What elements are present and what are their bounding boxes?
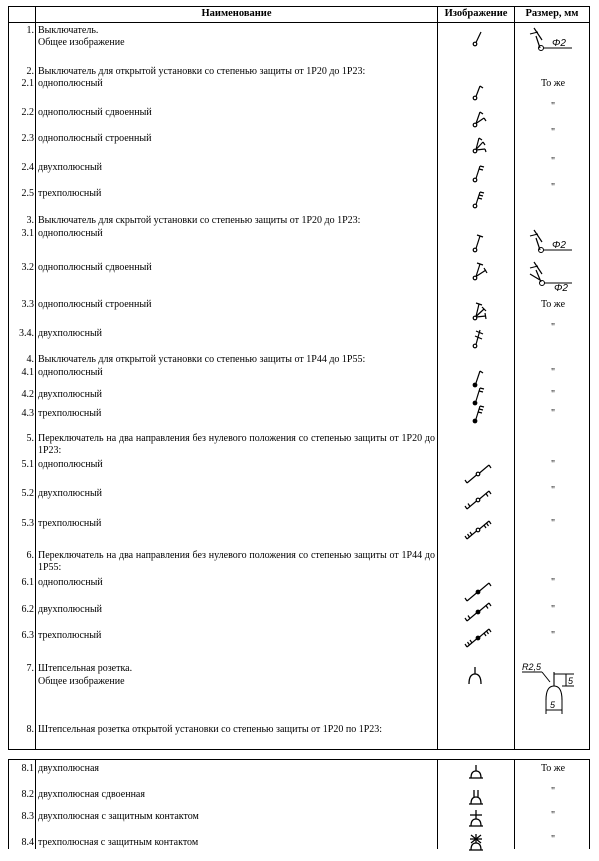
row-name: двухполюсная с защитным контактом (38, 811, 199, 822)
row-number: 8.4 (21, 837, 34, 848)
diameter-dimension-2 (528, 228, 578, 258)
switch-open-2p-icon (455, 160, 499, 186)
row-name: Выключатель. (38, 25, 99, 36)
row-number: 5.1 (21, 459, 34, 470)
row-size: То же (540, 763, 566, 774)
row-number: 3.2 (21, 262, 34, 273)
diameter-dimension-3 (528, 260, 578, 294)
row-name: однополюсный строенный (38, 299, 152, 310)
changeover-ip44-3p-icon (455, 624, 499, 650)
row-number: 5.2 (21, 488, 34, 499)
changeover-2p-icon (455, 486, 499, 512)
row-name: двухполюсный (38, 604, 103, 615)
continuation-top-border (8, 759, 590, 760)
row-size: " (550, 322, 556, 333)
switch-open-1p-icon (455, 80, 499, 106)
diameter-dimension-1 (528, 26, 578, 56)
row-name: двухполюсный (38, 488, 103, 499)
socket-2p-icon (455, 762, 499, 788)
row-number: 4.3 (21, 408, 34, 419)
row-number: 3.1 (21, 228, 34, 239)
row-size: " (550, 459, 556, 470)
changeover-3p-icon (455, 516, 499, 542)
row-number: 8.1 (21, 763, 34, 774)
row-number: 2.5 (21, 188, 34, 199)
row-name: однополюсный (38, 577, 103, 588)
row-number: 2.1 (21, 78, 34, 89)
row-name: однополюсный (38, 367, 103, 378)
row-number: 5.3 (21, 518, 34, 529)
row-number: 6.2 (21, 604, 34, 615)
row-number: 1. (26, 25, 34, 36)
row-number: 8. (26, 724, 34, 735)
row-number: 3.3 (21, 299, 34, 310)
switch-open-1p-dual-icon (455, 106, 499, 132)
row-number: 2. (26, 66, 34, 77)
row-number: 8.2 (21, 789, 34, 800)
row-size: То же (540, 78, 566, 89)
row-name: трехполюсный (38, 630, 102, 641)
row-name: трехполюсная с защитным контактом (38, 837, 199, 848)
row-size: " (550, 518, 556, 529)
dimension-b-label: 5 (550, 700, 556, 710)
row-name: двухполюсная сдвоенная (38, 789, 145, 800)
row-name: однополюсный строенный (38, 133, 152, 144)
socket-icon (455, 664, 499, 690)
row-size: " (550, 367, 556, 378)
switch-hidden-1p-triple-icon (455, 298, 499, 324)
row-size: " (550, 182, 556, 193)
row-name: однополюсный (38, 459, 103, 470)
row-size: " (550, 630, 556, 641)
row-number: 6.3 (21, 630, 34, 641)
row-number: 4.1 (21, 367, 34, 378)
row-size: " (550, 101, 556, 112)
switch-hidden-1p-dual-icon (455, 258, 499, 284)
image-column-border (514, 6, 515, 849)
socket-dimension (520, 660, 580, 720)
table-left-border (8, 6, 9, 849)
row-size: " (550, 389, 556, 400)
row-name: однополюсный (38, 78, 103, 89)
header-image: Изображение (444, 8, 508, 19)
switch-open-1p-triple-icon (455, 132, 499, 158)
row-name-line2: Общее изображение (38, 37, 125, 48)
row-size: То же (540, 299, 566, 310)
header-size: Размер, мм (525, 8, 579, 19)
row-name: Выключатель для скрытой установки со степенью защиты от 1P20 до 1P23: (38, 215, 361, 226)
row-name-line2: Общее изображение (38, 676, 125, 687)
changeover-ip44-2p-icon (455, 598, 499, 624)
row-name: Выключатель для открытой установки со степенью защиты от 1P20 до 1P23: (38, 66, 366, 77)
row-name: Штепсельная розетка открытой установки со степенью защиты от 1P20 по 1P23: (38, 724, 383, 735)
row-number: 4. (26, 354, 34, 365)
switch-hidden-2p-icon (455, 326, 499, 352)
row-number: 2.3 (21, 133, 34, 144)
row-number: 8.3 (21, 811, 34, 822)
row-size: " (550, 786, 556, 797)
row-name: Переключатель на два направления без нулевого положения со степенью защиты от 1P44 до 1P55: (38, 550, 435, 573)
row-name: трехполюсный (38, 518, 102, 529)
row-number: 6. (26, 550, 34, 561)
row-name: Штепсельная розетка. (38, 663, 133, 674)
row-name: однополюсный (38, 228, 103, 239)
row-name: однополюсный сдвоенный (38, 107, 152, 118)
row-size: " (550, 834, 556, 845)
switch-open-3p-icon (455, 186, 499, 212)
table-right-border (589, 6, 590, 849)
row-size: " (550, 604, 556, 615)
section-8-bottom-border (8, 749, 590, 750)
row-number: 5. (26, 433, 34, 444)
row-name: Переключатель на два направления без нулевого положения со степенью защиты от 1P20 до 1P23: (38, 433, 435, 456)
changeover-1p-icon (455, 460, 499, 486)
row-name: двухполюсный (38, 389, 103, 400)
row-number: 3.4. (19, 328, 34, 339)
row-name: двухполюсный (38, 328, 103, 339)
row-number: 2.2 (21, 107, 34, 118)
diameter-label: Φ2 (552, 240, 566, 251)
dimension-a-label: 5 (568, 676, 574, 686)
switch-hidden-1p-icon (455, 230, 499, 256)
row-size: " (550, 156, 556, 167)
row-number: 4.2 (21, 389, 34, 400)
header-name: Наименование (201, 8, 272, 19)
row-size: " (550, 485, 556, 496)
row-number: 6.1 (21, 577, 34, 588)
row-name: Выключатель для открытой установки со степенью защиты от 1P44 до 1P55: (38, 354, 366, 365)
row-size: " (550, 127, 556, 138)
name-column-border (437, 6, 438, 849)
row-number: 7. (26, 663, 34, 674)
row-number: 3. (26, 215, 34, 226)
row-size: " (550, 577, 556, 588)
row-name: двухполюсный (38, 162, 103, 173)
row-name: трехполюсный (38, 408, 102, 419)
row-size: " (550, 810, 556, 821)
header-bottom-border (8, 22, 590, 23)
row-name: двухполюсная (38, 763, 99, 774)
radius-label: R2,5 (522, 662, 542, 672)
row-size: " (550, 408, 556, 419)
switch-1p-icon (455, 26, 499, 52)
diameter-label: Φ2 (554, 283, 568, 294)
row-number: 2.4 (21, 162, 34, 173)
switch-ip44-3p-icon (455, 400, 499, 426)
num-column-border (35, 6, 36, 849)
row-name: трехполюсный (38, 188, 102, 199)
diameter-label: Φ2 (552, 38, 566, 49)
row-name: однополюсный сдвоенный (38, 262, 152, 273)
socket-3p-ground-icon (455, 830, 499, 856)
